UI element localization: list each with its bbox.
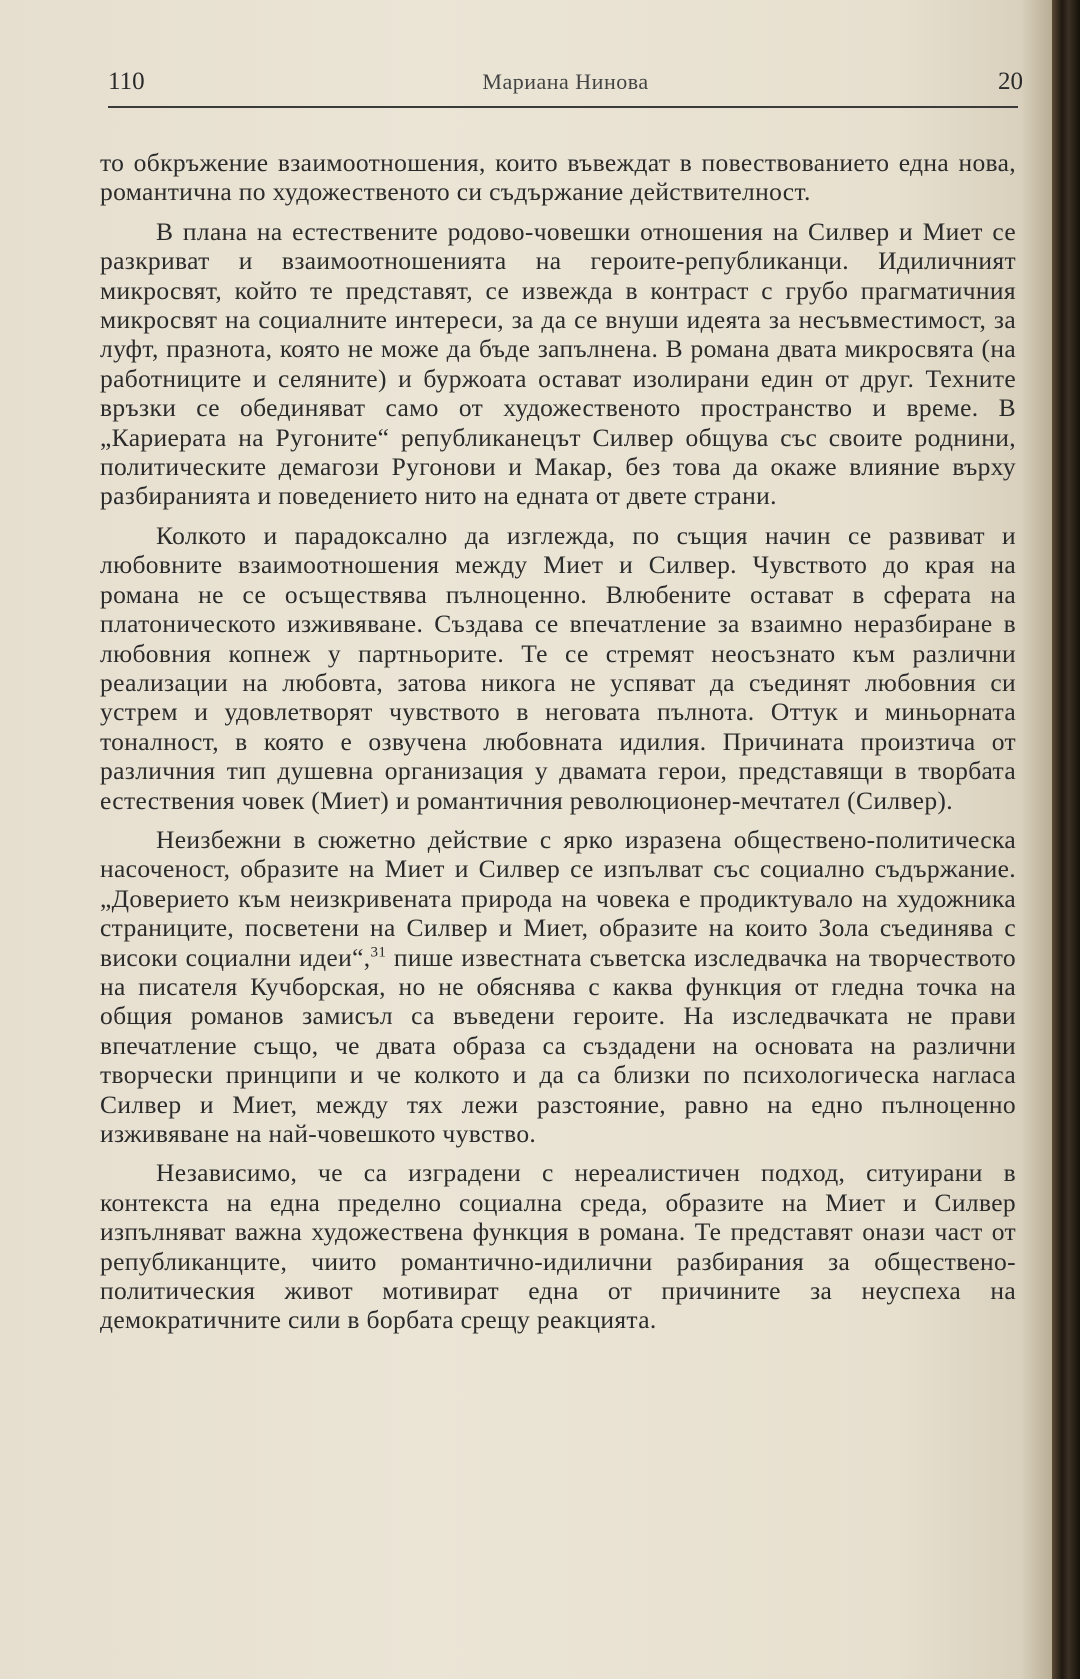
chapter-number: 20: [998, 68, 1023, 95]
footnote-marker: 31: [370, 944, 387, 961]
paragraph-4-part-2: пише известната съветска изследвачка на творчеството на писателя Кучборская, но не обяснява с каква функция от гледна точка на общия романов замисъл са въведени героите. На изследвачката не прави впечатление също, че двата образа са създадени на основата на различни творчески принципи и че колкото и да са близки по психологическа нагласа Силвер и Миет, между тях лежи разстояние, равно на едно пълноценно изживяване на най-човешкото чувство.: [100, 942, 1016, 1148]
paragraph-4: [100, 825, 1016, 1148]
header-rule: [108, 106, 1018, 108]
running-title: Мариана Нинова: [482, 69, 649, 94]
paragraph-2: В плана на естествените родово-човешки отношения на Силвер и Миет се разкриват и взаимоотношенията на героите-републиканци. Идиличният микросвят, който те представят, се извежда в контраст с грубо прагматичния микросвят на социалните интереси, за да се внуши идеята за несъвместимост, за луфт, празнота, която не може да бъде запълнена. В романа двата микросвята (на работниците и селяните) и буржоата остават изолирани един от друг. Техните връзки се обединяват само от художественото пространство и време. В „Кариерата на Ругоните“ републиканецът Силвер общува със своите роднини, политическите демагози Ругонови и Макар, без това да окаже влияние върху разбиранията и поведението нито на едната от двете страни.: [100, 216, 1016, 511]
paragraph-5: Независимо, че са изградени с нереалистичен подход, ситуирани в контекста на една пределно социална среда, образите на Миет и Силвер изпълняват важна художествена функция в романа. Те представят онази част от републиканците, чиито романтично-идилични разбирания за обществено-политическия живот мотивират една от причините за неуспеха на демократичните сили в борбата срещу реакцията.: [100, 1158, 1016, 1335]
page-header: [108, 66, 1023, 102]
paragraph-1: то обкръжение взаимоотношения, които въвеждат в повествованието една нова, романтична по художественото си съдържание действителност.: [100, 148, 1016, 207]
book-edge-shadow: [1052, 0, 1080, 1679]
page-number: 110: [108, 68, 145, 95]
paragraph-4-part-1: Неизбежни в сюжетно действие с ярко изразена обществено-политическа насоченост, образите на Миет и Силвер се изпълват със социално съдържание. „Доверието към неизкривената природа на човека е продиктувало на художника страниците, посветени на Силвер и Миет, образите на които Зола съединява с високи социални идеи“,: [100, 824, 1016, 972]
body-text: [100, 148, 1016, 1345]
paragraph-3: Колкото и парадоксално да изглежда, по същия начин се развиват и любовните взаимоотношения между Миет и Силвер. Чувството до края на романа не се осъществява пълноценно. Влюбените остават в сферата на платоническото изживяване. Създава се впечатление за взаимно неразбиране в любовния копнеж у партньорите. Те се стремят неосъзнато към различни реализации на любовта, затова никога не успяват да съединят любовния си устрем и удовлетворят чувството в неговата пълнота. Оттук и миньорната тоналност, в която е озвучена любовната идилия. Причината произтича от различния тип душевна организация у двамата герои, представящи в творбата естествения човек (Миет) и романтичния революционер-мечтател (Силвер).: [100, 520, 1016, 815]
